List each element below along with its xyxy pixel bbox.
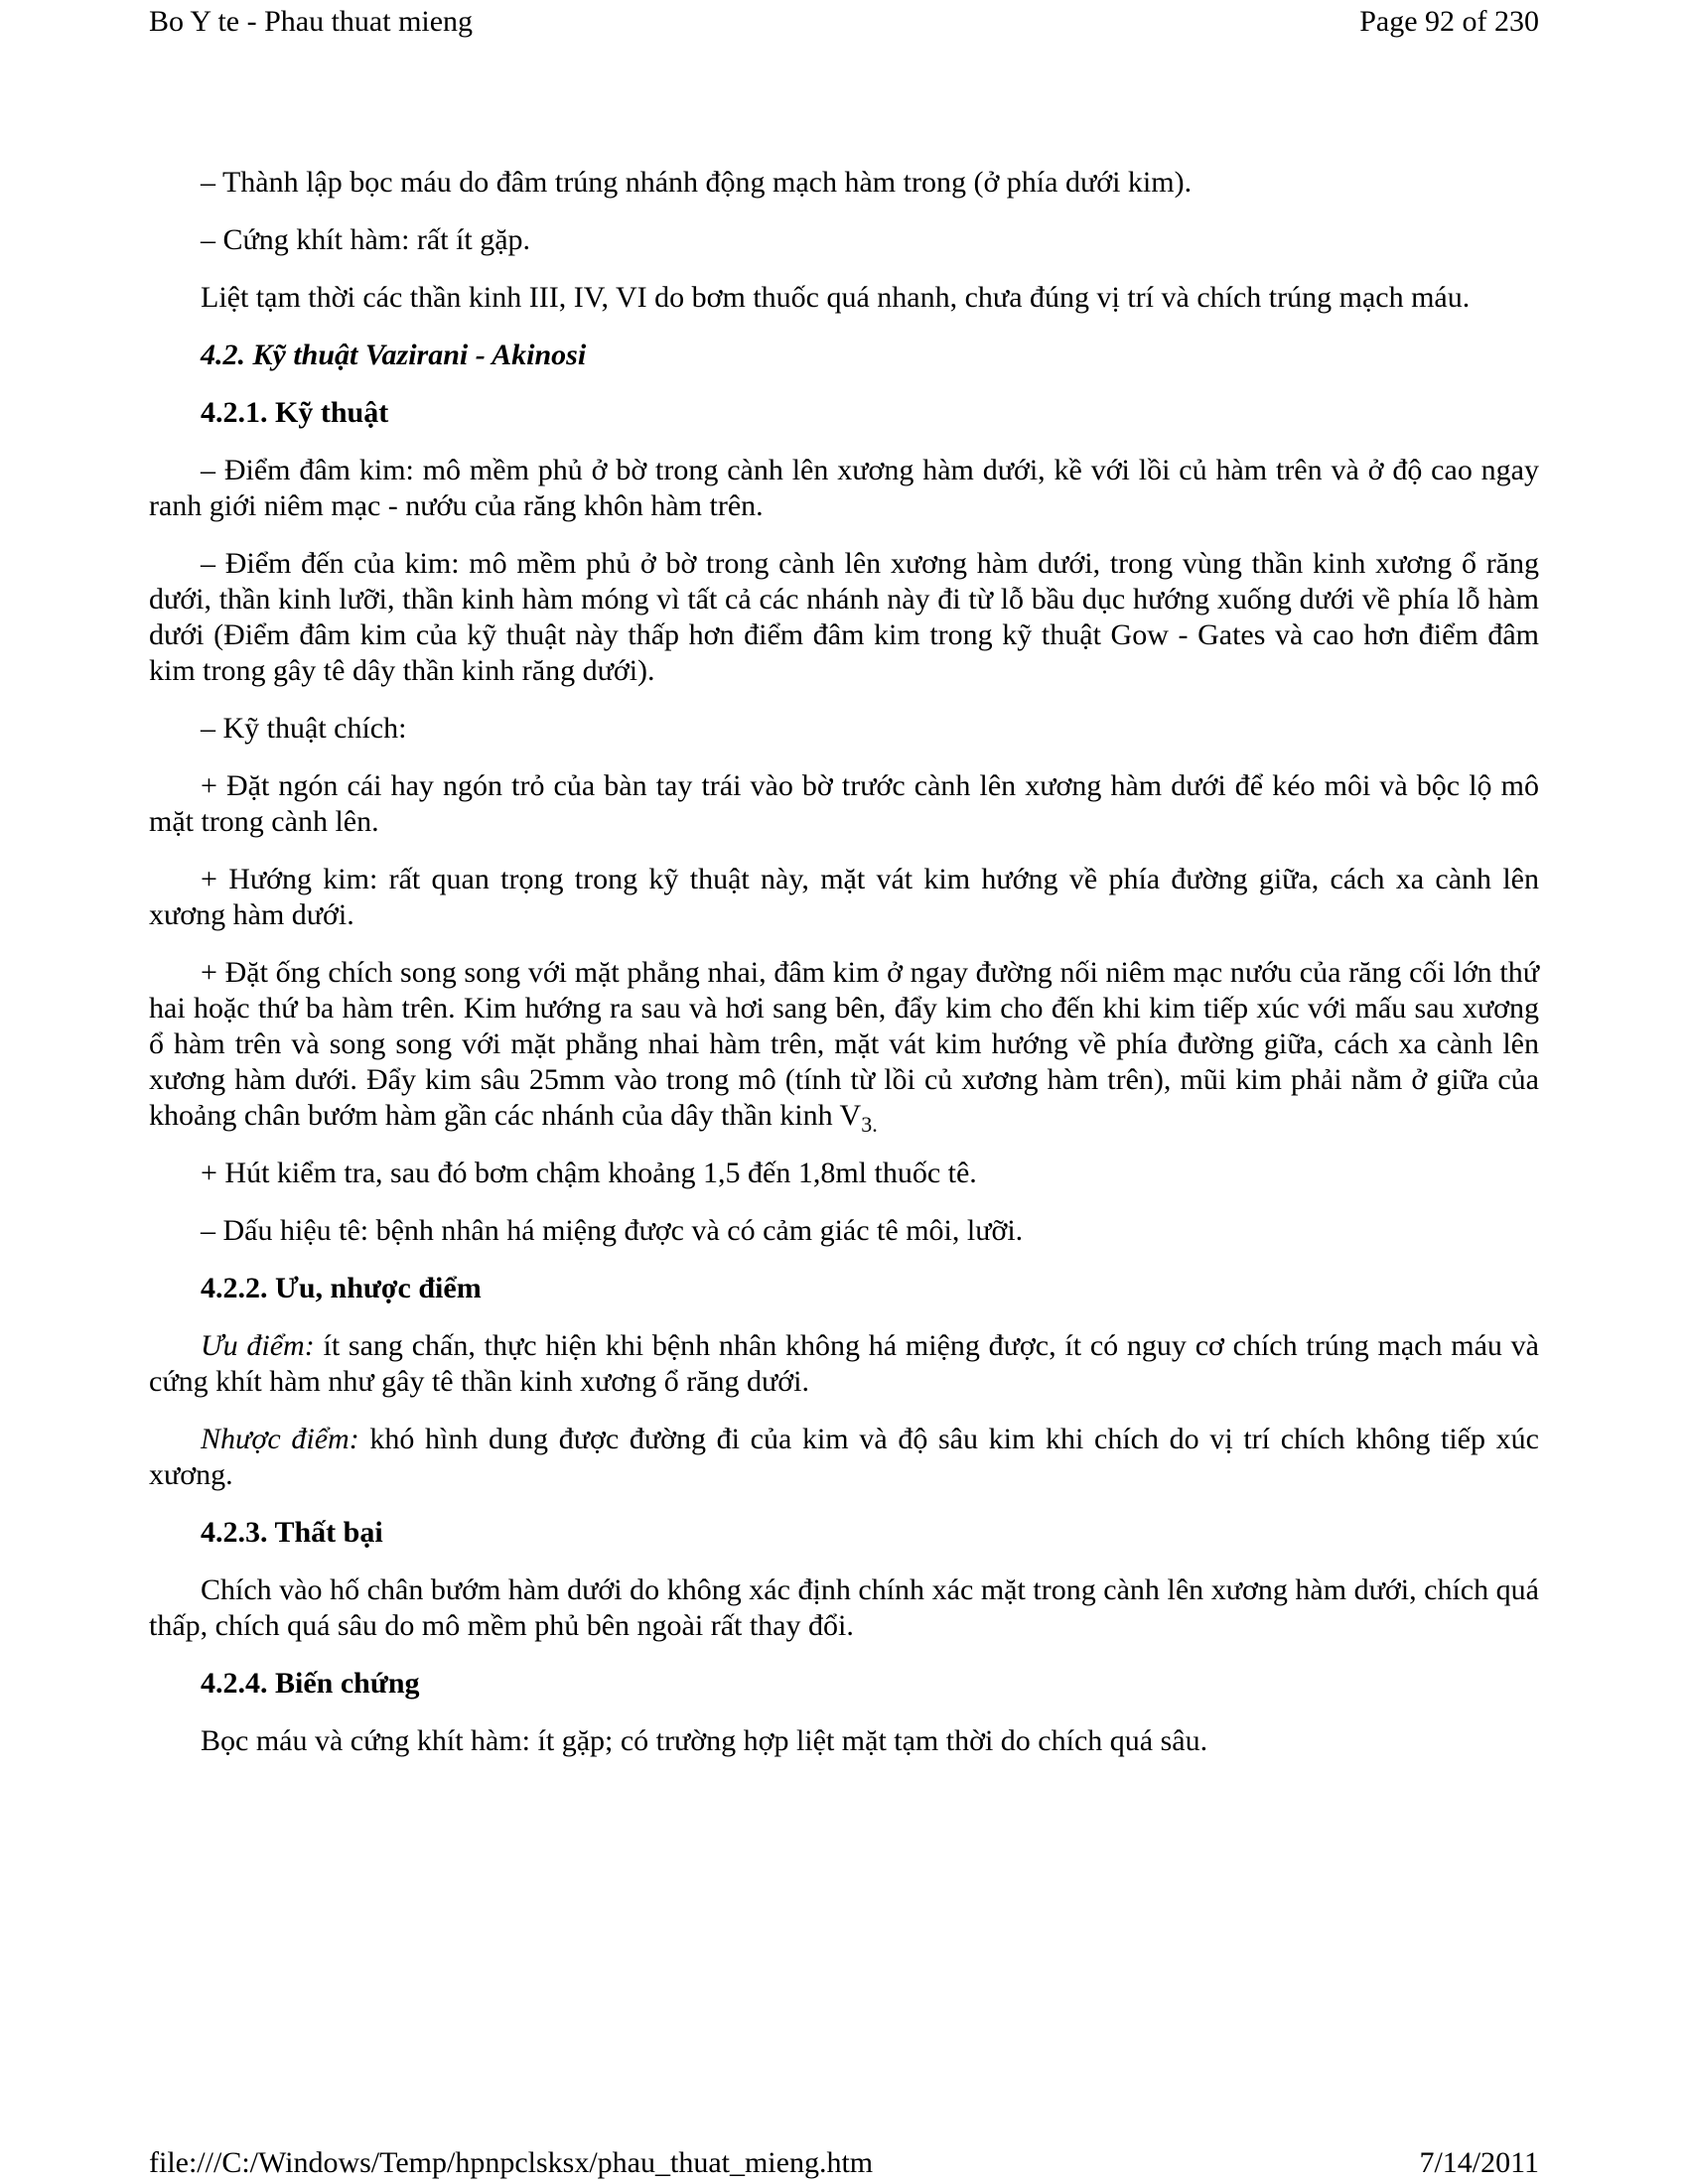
subsection-heading: 4.2.1. Kỹ thuật <box>201 396 389 429</box>
paragraph: – Kỹ thuật chích: <box>201 712 407 745</box>
paragraph <box>149 1328 1539 1400</box>
paragraph: – Cứng khít hàm: rất ít gặp. <box>201 223 531 256</box>
paragraph: + Hướng kim: rất quan trọng trong kỹ thuật này, mặt vát kim hướng về phía đường giữa, cách xa cành lên xương hàm dưới. <box>149 863 1539 931</box>
paragraph: + Hút kiểm tra, sau đó bơm chậm khoảng 1,5 đến 1,8ml thuốc tê. <box>201 1157 977 1189</box>
paragraph: + Đặt ngón cái hay ngón trỏ của bàn tay trái vào bờ trước cành lên xương hàm dưới để kéo môi và bộc lộ mô mặt trong cành lên. <box>149 769 1539 838</box>
paragraph <box>149 955 1539 1137</box>
page-header <box>149 0 1539 44</box>
paragraph-text: khó hình dung được đường đi của kim và độ sâu kim khi chích do vị trí chích không tiếp xúc xương. <box>149 1423 1539 1491</box>
paragraph: – Điểm đến của kim: mô mềm phủ ở bờ trong cành lên xương hàm dưới, trong vùng thần kinh xương ổ răng dưới, thần kinh lưỡi, thần kinh hàm móng vì tất cả các nhánh này đi từ lỗ bầu dục hướng xuống dưới về phía lỗ hàm dưới (Điểm đâm kim của kỹ thuật này thấp hơn điểm đâm kim trong kỹ thuật Gow - Gates và cao hơn điểm đâm kim trong gây tê dây thần kinh răng dưới). <box>149 547 1539 687</box>
paragraph: Liệt tạm thời các thần kinh III, IV, VI do bơm thuốc quá nhanh, chưa đúng vị trí và chích trúng mạch máu. <box>201 281 1471 314</box>
term-label: Ưu điểm: <box>201 1329 315 1362</box>
paragraph: – Dấu hiệu tê: bệnh nhân há miệng được và có cảm giác tê môi, lưỡi. <box>201 1214 1024 1247</box>
section-heading: 4.2. Kỹ thuật Vazirani - Akinosi <box>201 339 587 371</box>
term-label: Nhược điểm: <box>201 1423 359 1455</box>
paragraph: – Thành lập bọc máu do đâm trúng nhánh động mạch hàm trong (ở phía dưới kim). <box>201 166 1193 199</box>
file-path: file:///C:/Windows/Temp/hpnpclsksx/phau_thuat_mieng.htm <box>149 2146 874 2179</box>
paragraph-text: ít sang chấn, thực hiện khi bệnh nhân không há miệng được, ít có nguy cơ chích trúng mạch máu và cứng khít hàm như gây tê thần kinh xương ổ răng dưới. <box>149 1329 1539 1398</box>
subsection-heading: 4.2.4. Biến chứng <box>201 1667 420 1700</box>
subscript: 3. <box>861 1112 878 1137</box>
subsection-heading: 4.2.2. Ưu, nhược điểm <box>201 1272 482 1304</box>
paragraph: – Điểm đâm kim: mô mềm phủ ở bờ trong cành lên xương hàm dưới, kề với lồi củ hàm trên và ở độ cao ngay ranh giới niêm mạc - nướu của răng khôn hàm trên. <box>149 454 1539 522</box>
paragraph <box>149 1422 1539 1493</box>
document-body <box>149 165 1539 1781</box>
document-title: Bo Y te - Phau thuat mieng <box>149 5 474 38</box>
paragraph: Chích vào hố chân bướm hàm dưới do không xác định chính xác mặt trong cành lên xương hàm dưới, chích quá thấp, chích quá sâu do mô mềm phủ bên ngoài rất thay đổi. <box>149 1573 1539 1642</box>
page-footer <box>149 2142 1539 2184</box>
paragraph: Bọc máu và cứng khít hàm: ít gặp; có trường hợp liệt mặt tạm thời do chích quá sâu. <box>201 1724 1208 1757</box>
page-number: Page 92 of 230 <box>1359 5 1539 38</box>
print-date: 7/14/2011 <box>1419 2146 1539 2179</box>
paragraph-text: + Đặt ống chích song song với mặt phẳng nhai, đâm kim ở ngay đường nối niêm mạc nướu của răng cối lớn thứ hai hoặc thứ ba hàm trên. Kim hướng ra sau và hơi sang bên, đẩy kim cho đến khi kim tiếp xúc với mấu sau xương ổ hàm trên và song song với mặt phẳng nhai hàm trên, mặt vát kim hướng về phía đường giữa, cách xa cành lên xương hàm dưới. Đẩy kim sâu 25mm vào trong mô (tính từ lồi củ xương hàm trên), mũi kim phải nằm ở giữa của khoảng chân bướm hàm gần các nhánh của dây thần kinh V <box>149 956 1539 1132</box>
subsection-heading: 4.2.3. Thất bại <box>201 1516 383 1549</box>
